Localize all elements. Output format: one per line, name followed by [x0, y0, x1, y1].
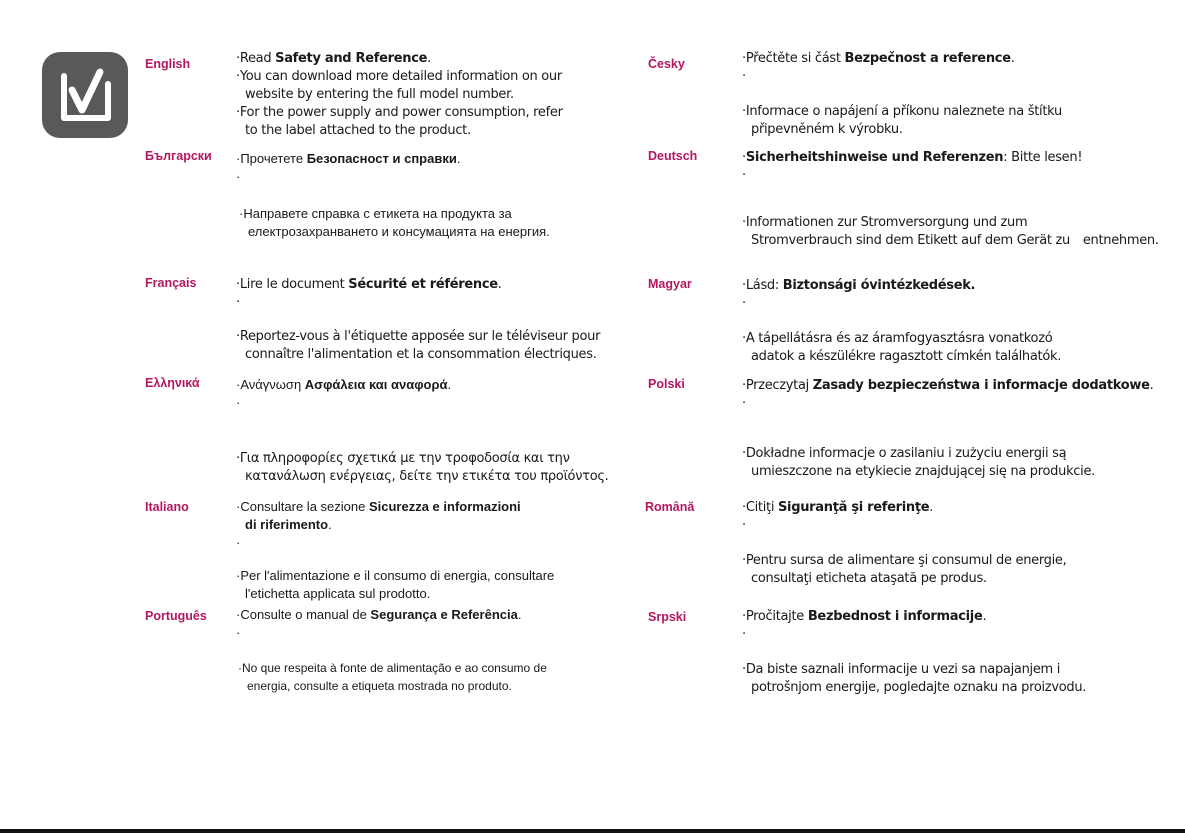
bulgarian-instructions: ·Прочетете Безопасност и справки. · — [236, 151, 461, 184]
english-instructions: ·Read Safety and Reference. ·You can download more detailed information on our website by entering the full model number. ·For the power supply and power consumption, refer to the label attached to the product. — [236, 51, 563, 138]
french-power-info: ·Reportez-vous à l'étiquette apposée sur le téléviseur pour connaître l'alimentation et la consommation électriques. — [236, 329, 601, 362]
lang-label-greek: Ελληνικά — [145, 376, 200, 390]
italian-power-info: ·Per l'alimentazione e il consumo di energia, consultare l'etichetta applicata sul prodotto. — [236, 568, 555, 601]
lang-label-polish: Polski — [648, 377, 685, 391]
hungarian-power-info: ·A tápellátásra és az áramfogyasztásra vonatkozó adatok a készülékre ragasztott címkén találhatók. — [742, 331, 1062, 364]
lang-label-portuguese: Português — [145, 609, 207, 623]
greek-instructions: ·Ανάγνωση Ασφάλεια και αναφορά. · — [236, 377, 452, 410]
romanian-power-info: ·Pentru sursa de alimentare şi consumul de energie, consultaţi eticheta ataşată pe produs. — [742, 553, 1067, 586]
serbian-instructions: ·Pročitajte Bezbednost i informacije. · — [742, 609, 987, 642]
polish-instructions: ·Przeczytaj Zasady bezpieczeństwa i informacje dodatkowe. · — [742, 378, 1154, 411]
lang-label-italian: Italiano — [145, 500, 189, 514]
lang-label-bulgarian: Български — [145, 149, 212, 163]
czech-instructions: ·Přečtěte si část Bezpečnost a reference. · — [742, 51, 1015, 84]
serbian-power-info: ·Da biste saznali informacije u vezi sa napajanjem i potrošnjom energije, pogledajte oznaku na proizvodu. — [742, 662, 1087, 695]
polish-power-info: ·Dokładne informacje o zasilaniu i zużyciu energii są umieszczone na etykiecie znajdującej się na produkcie. — [742, 446, 1095, 479]
bottom-edge-divider — [0, 829, 1185, 833]
portuguese-instructions: ·Consulte o manual de Segurança e Referência. · — [236, 607, 522, 640]
lang-label-english: English — [145, 57, 191, 71]
checkbox-check-icon — [42, 52, 128, 138]
german-power-info: ·Informationen zur Stromversorgung und zum Stromverbrauch sind dem Etikett auf dem Gerät zu entnehmen. — [742, 215, 1159, 248]
lang-label-serbian: Srpski — [648, 610, 687, 624]
lang-label-czech: Česky — [648, 57, 685, 71]
czech-power-info: ·Informace o napájení a příkonu naleznete na štítku připevněném k výrobku. — [742, 104, 1062, 137]
italian-instructions: ·Consultare la sezione Sicurezza e informazioni di riferimento. · — [236, 499, 521, 550]
lang-label-french: Français — [145, 276, 197, 290]
lang-label-romanian: Română — [645, 500, 695, 514]
french-instructions: ·Lire le document Sécurité et référence. · — [236, 277, 502, 310]
lang-label-hungarian: Magyar — [648, 277, 692, 291]
greek-power-info: ·Για πληροφορίες σχετικά με την τροφοδοσία και την κατανάλωση ενέργειας, δείτε την ετικέτα του προϊόντος. — [236, 451, 609, 484]
german-instructions: ·Sicherheitshinweise und Referenzen: Bitte lesen! · — [742, 150, 1083, 183]
portuguese-power-info: ·No que respeita à fonte de alimentação e ao consumo de energia, consulte a etiqueta mostrada no produto. — [238, 661, 547, 693]
bulgarian-power-info: ·Направете справка с етикета на продукта за електрозахранването и консумацията на енергия. — [239, 206, 550, 239]
romanian-instructions: ·Citiţi Siguranţă şi referinţe. · — [742, 500, 934, 533]
lang-label-german: Deutsch — [648, 149, 698, 163]
hungarian-instructions: ·Lásd: Biztonsági óvintézkedések. · — [742, 278, 976, 311]
